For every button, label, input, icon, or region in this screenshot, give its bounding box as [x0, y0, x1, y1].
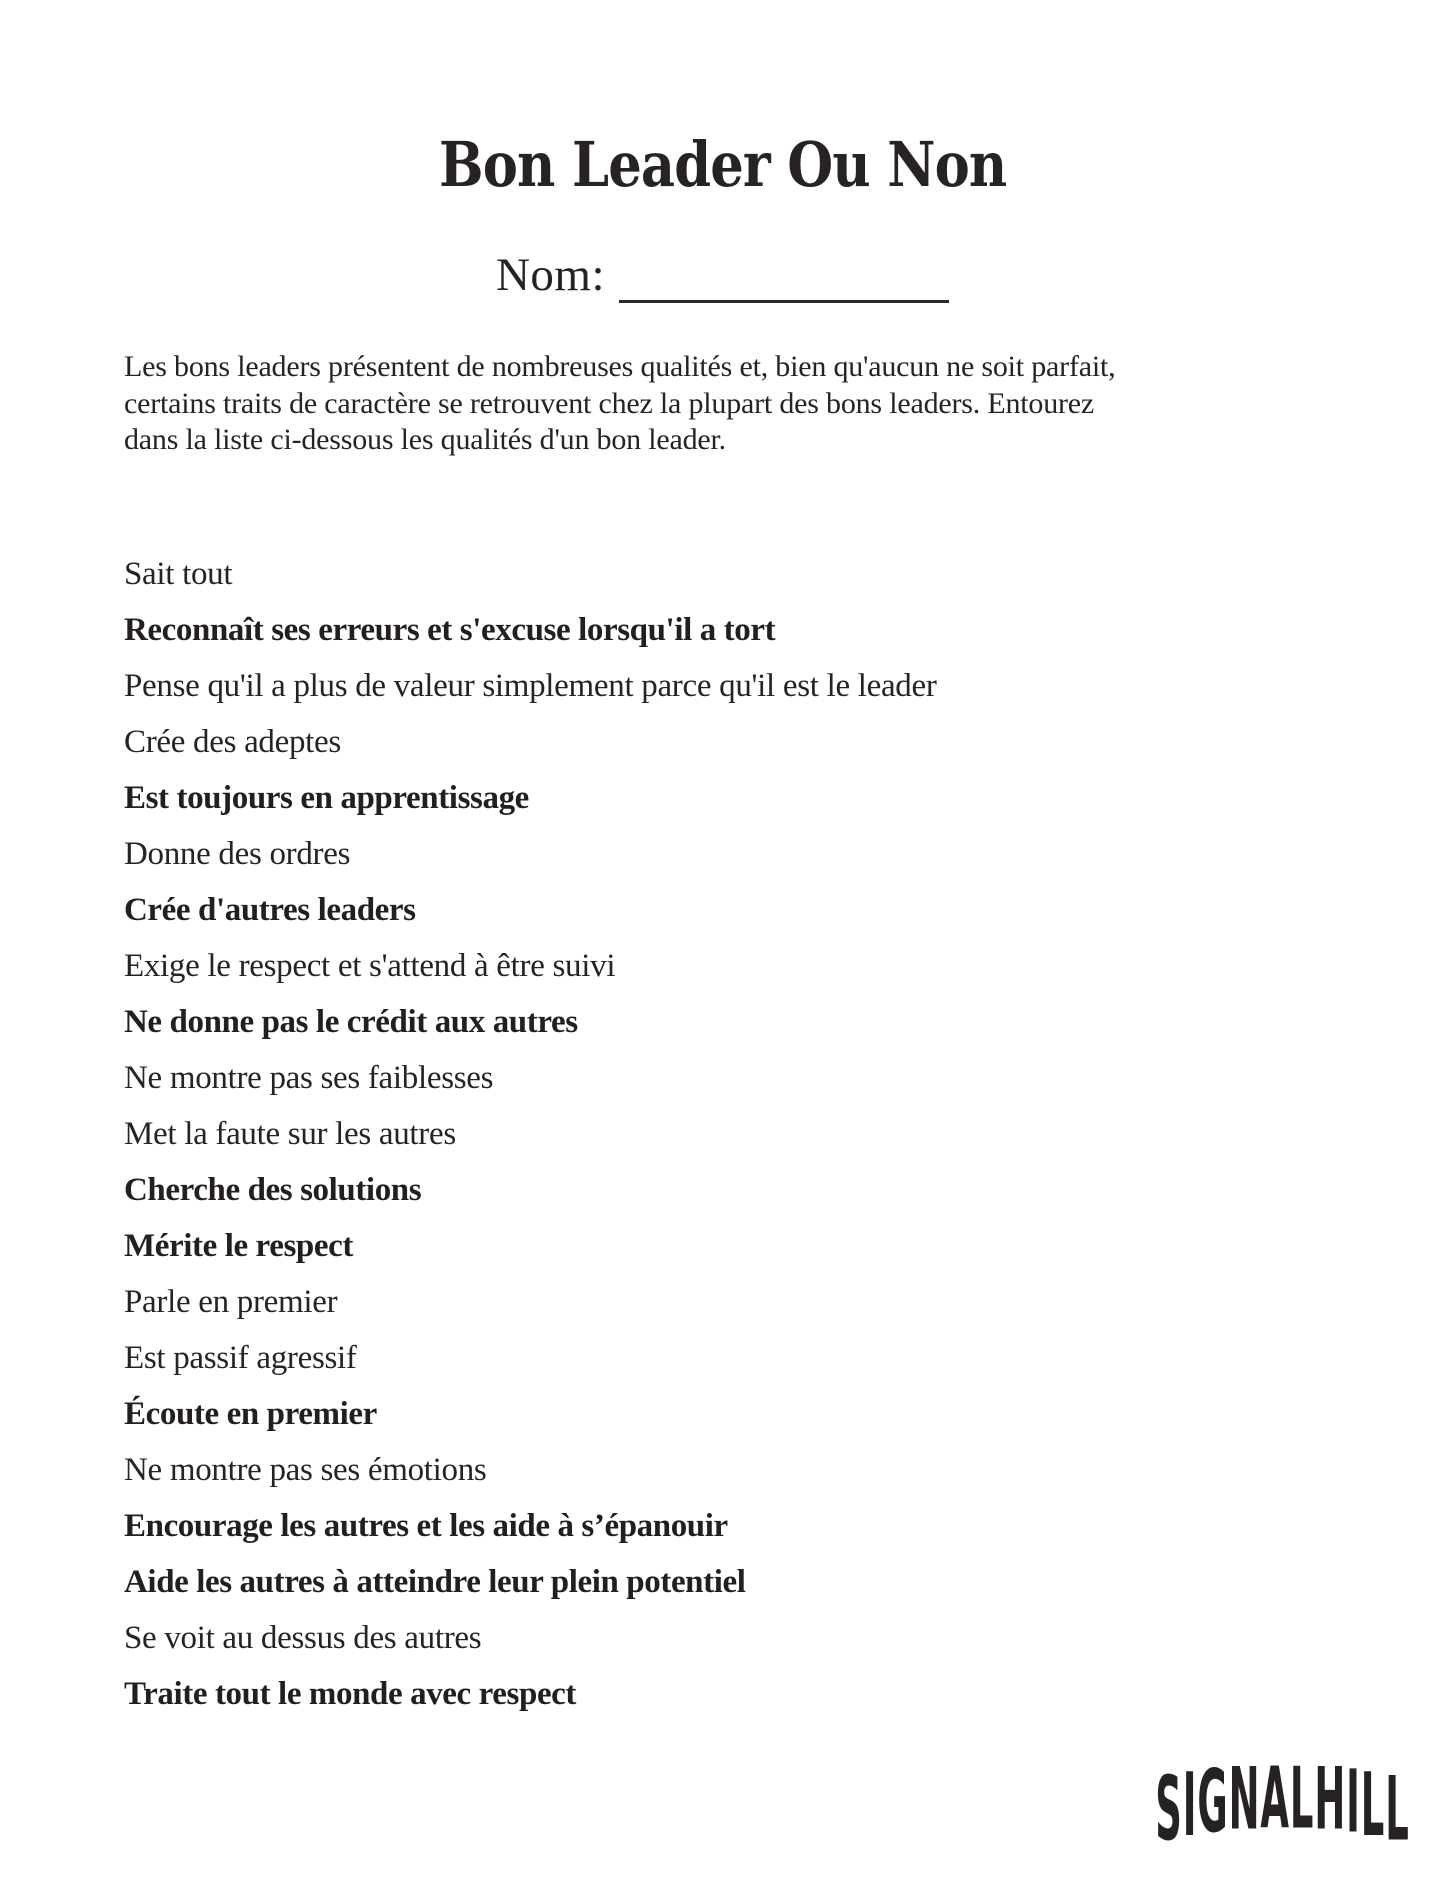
name-underline — [619, 244, 949, 303]
list-item: Aide les autres à atteindre leur plein potentiel — [124, 1564, 746, 1600]
list-item: Ne montre pas ses faiblesses — [124, 1060, 494, 1096]
logo-letter: L — [1385, 1757, 1409, 1861]
intro-line: Les bons leaders présentent de nombreuses qualités et, bien qu'aucun ne soit parfait, — [124, 350, 1116, 383]
list-item: Crée d'autres leaders — [124, 892, 416, 928]
list-item: Parle en premier — [124, 1284, 338, 1320]
list-item: Sait tout — [124, 556, 233, 592]
signalhill-wordmark — [1155, 1748, 1409, 1861]
name-row — [0, 244, 1445, 303]
page-title — [0, 130, 1445, 200]
list-item: Ne donne pas le crédit aux autres — [124, 1004, 578, 1040]
list-item: Est toujours en apprentissage — [124, 780, 529, 816]
list-item: Écoute en premier — [124, 1396, 377, 1432]
list-item: Donne des ordres — [124, 836, 351, 872]
logo-letter: L — [1360, 1753, 1385, 1856]
list-item: Pense qu'il a plus de valeur simplement parce qu'il est le leader — [124, 668, 937, 704]
list-item: Cherche des solutions — [124, 1172, 422, 1208]
page-title-text: Bon Leader Ou Non — [438, 128, 1007, 201]
list-item: Ne montre pas ses émotions — [124, 1452, 487, 1488]
list-item: Se voit au dessus des autres — [124, 1620, 482, 1656]
logo-letter: H — [1314, 1749, 1346, 1850]
intro-line: certains traits de caractère se retrouvent chez la plupart des bons leaders. Entourez — [124, 386, 1095, 420]
logo-letter: G — [1197, 1750, 1228, 1852]
logo-letter: S — [1155, 1757, 1182, 1861]
list-item: Est passif agressif — [124, 1340, 357, 1376]
list-item: Mérite le respect — [124, 1228, 353, 1264]
logo-letter: L — [1289, 1748, 1314, 1848]
list-item: Traite tout le monde avec respect — [124, 1676, 577, 1712]
intro-paragraph — [124, 349, 1115, 459]
signalhill-logo — [831, 1748, 1409, 1861]
list-item: Met la faute sur les autres — [124, 1116, 456, 1152]
logo-letter: I — [1345, 1750, 1360, 1852]
list-item: Encourage les autres et les aide à s’épanouir — [124, 1508, 728, 1544]
logo-letter: N — [1228, 1749, 1260, 1850]
list-item: Reconnaît ses erreurs et s'excuse lorsqu'il a tort — [124, 612, 776, 648]
qualities-list — [124, 546, 937, 1722]
logo-letter: A — [1260, 1748, 1289, 1848]
logo-letter: I — [1182, 1753, 1197, 1856]
name-label: Nom: — [495, 249, 606, 301]
list-item: Exige le respect et s'attend à être suivi — [124, 948, 616, 984]
intro-line: dans la liste ci-dessous les qualités d'un bon leader. — [124, 423, 726, 456]
list-item: Crée des adeptes — [124, 724, 341, 760]
